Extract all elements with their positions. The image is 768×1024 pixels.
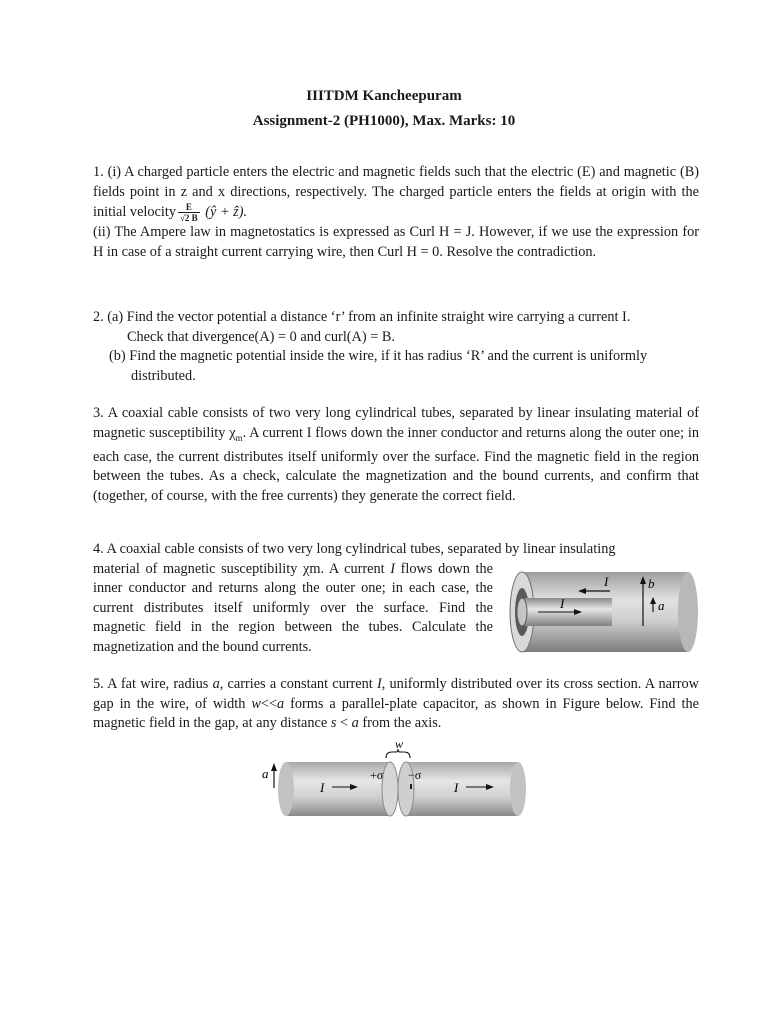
velocity-fraction [178, 202, 200, 223]
left-wire-face [382, 762, 398, 816]
negative-charge-label: −σ [408, 768, 422, 782]
wire-radius-arrowhead [271, 763, 277, 771]
q5-text-4: << [260, 695, 278, 712]
q5-text-7: from the axis. [358, 715, 442, 731]
right-wire-end [510, 762, 526, 816]
question-3-text-a: 3. A coaxial cable consists of two very long cylindrical tubes, separated by linear insulating material of magnetic susceptibility χ [93, 405, 699, 441]
q5-radius-symbol-2: a [277, 695, 285, 712]
velocity-vector: (ŷ + ẑ). [205, 203, 248, 220]
current-symbol: I [390, 560, 396, 577]
gap-width-brace [386, 749, 410, 758]
question-4-body [93, 560, 493, 658]
right-wire [406, 762, 518, 816]
q5-text-1: 5. A fat wire, radius [93, 676, 213, 692]
q5-text-5: forms a parallel-plate capacitor, as shown in Figure below. Find the magnetic field in the gap, at any distance [93, 695, 699, 731]
q5-distance-symbol: s [330, 715, 337, 731]
forward-current-label: I [560, 596, 565, 611]
q5-width-symbol: w [251, 695, 261, 712]
question-1-part-i-text: 1. (i) A charged particle enters the electric and magnetic fields such that the electric (E) and magnetic (B) fields point in z and x directions, respectively. The charged particle enters the fields at origin with the initial velocity [93, 164, 699, 220]
q5-radius-symbol: a [212, 676, 220, 692]
question-3 [93, 404, 699, 506]
question-2-line-2: Check that divergence(A) = 0 and curl(A) = B. [127, 328, 395, 345]
positive-charge-label: +σ [370, 768, 384, 782]
question-1-part-ii: (ii) The Ampere law in magnetostatics is expressed as Curl H = J. However, if we use the expression for H in case of a straight current carrying wire, then Curl H = 0. Resolve the contradiction. [93, 224, 699, 260]
question-2-line-3: (b) Find the magnetic potential inside the wire, if it has radius ‘R’ and the current is uniformly [109, 348, 648, 364]
right-current-label: I [454, 780, 459, 795]
question-5 [93, 675, 699, 734]
gap-width-label: w [395, 737, 404, 751]
question-1-part-i [93, 163, 699, 223]
left-wire-back-end [278, 762, 294, 816]
question-4-line-1: 4. A coaxial cable consists of two very long cylindrical tubes, separated by linear insulating [93, 541, 616, 557]
question-2-line-4: distributed. [131, 367, 196, 384]
q5-text-3: , uniformly distributed over its cross section. A narrow gap in the wire, of width [93, 676, 699, 712]
question-3-text-b: . A current I flows down the inner conductor and returns along the outer one; in each case, the current distributes itself uniformly over the surface. Find the magnetic field in the region between the tubes. As a check, calculate the magnetization and the bound currents, and confirm that (together, of course, with the free currents) they generate the correct field. [93, 424, 699, 504]
return-current-label: I [604, 574, 609, 589]
q5-radius-symbol-3: a [351, 715, 359, 731]
institute-title: IIITDM Kancheepuram [306, 88, 462, 104]
question-4-text-a: material of magnetic susceptibility χm. A current [93, 560, 391, 577]
fraction-numerator: E [178, 202, 200, 213]
inner-conductor-end [517, 598, 527, 626]
chi-subscript: m [235, 432, 243, 443]
left-current-label: I [320, 780, 325, 795]
question-4-text-b: flows down the inner conductor and returns along the outer one; in each case, the current distributes itself uniformly over the surface. Find the magnetic field in the region between the tubes. Calculate the magnetization and the bound currents. [93, 560, 493, 655]
coaxial-cable-figure [508, 568, 702, 656]
assignment-title: Assignment-2 (PH1000), Max. Marks: 10 [252, 113, 516, 129]
outer-tube-end [678, 572, 698, 652]
question-2 [93, 308, 699, 386]
q5-current-symbol: I [376, 676, 382, 692]
radius-b-label: b [648, 576, 655, 591]
question-2-line-1: 2. (a) Find the vector potential a distance ‘r’ from an infinite straight wire carrying a current I. [93, 309, 631, 325]
fraction-denominator: √2 B [179, 213, 198, 223]
question-1 [93, 163, 699, 262]
wire-radius-label: a [262, 766, 269, 781]
q5-text-6: < [336, 715, 352, 731]
q5-text-2: , carries a constant current [219, 676, 377, 692]
radius-a-label: a [658, 598, 665, 613]
wire-gap-figure [258, 736, 530, 820]
gap-point-marker [410, 784, 412, 789]
